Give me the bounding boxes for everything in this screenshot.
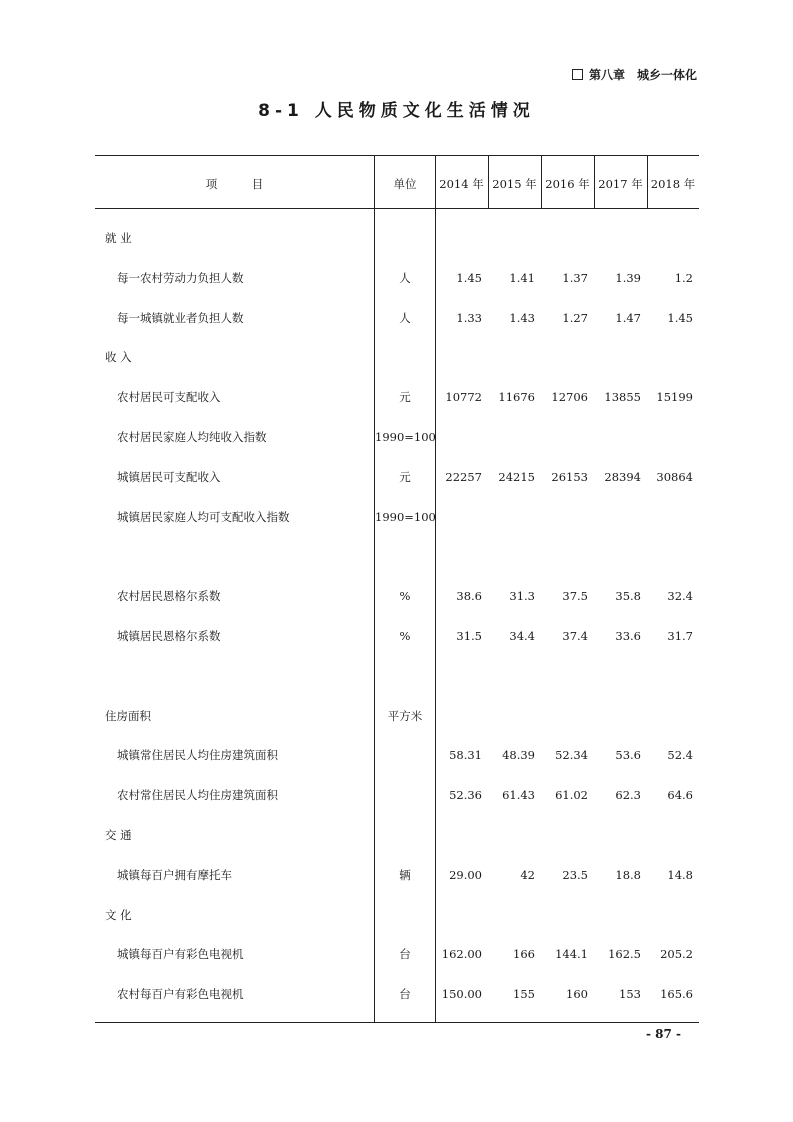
header-year: 2016 年 [545,177,590,191]
row-label: 农村居民恩格尔系数 [117,589,221,603]
value-cell: 1.2 [674,271,693,285]
row-unit: 人 [399,311,411,325]
header-rule [95,208,699,209]
row-unit: % [399,589,411,603]
value-cell: 1.39 [615,271,641,285]
header-year: 2018 年 [650,177,696,191]
value-cell: 52.36 [449,788,482,802]
value-cell: 53.6 [615,748,641,762]
value-cell: 35.8 [615,589,641,603]
bottom-rule [95,1022,699,1023]
section-label: 交 通 [105,828,132,842]
value-cell: 165.6 [660,987,693,1001]
header-item: 项 目 [205,177,264,191]
value-cell: 15199 [656,390,693,404]
value-cell: 24215 [498,470,535,484]
row-label: 城镇常住居民人均住房建筑面积 [117,748,278,762]
value-cell: 10772 [445,390,482,404]
chapter-heading [572,66,697,83]
row-label: 城镇每百户拥有摩托车 [117,868,232,882]
row-label: 每一城镇就业者负担人数 [117,311,244,325]
row-label: 每一农村劳动力负担人数 [117,271,244,285]
square-icon [572,69,583,80]
row-label: 城镇每百户有彩色电视机 [117,947,244,961]
row-label: 农村每百户有彩色电视机 [117,987,244,1001]
value-cell: 155 [513,987,535,1001]
row-label: 农村居民家庭人均纯收入指数 [117,430,267,444]
value-cell: 22257 [445,470,482,484]
value-cell: 13855 [604,390,641,404]
row-unit: 元 [399,470,411,484]
section-label: 住房面积 [105,709,151,723]
row-unit: 平方米 [387,709,423,723]
page-number: - 87 - [645,1027,681,1041]
section-label: 文 化 [105,908,132,922]
value-cell: 31.7 [667,629,693,643]
value-cell: 26153 [551,470,588,484]
value-cell: 153 [619,987,641,1001]
value-cell: 52.34 [555,748,588,762]
value-cell: 144.1 [555,947,588,961]
value-cell: 12706 [551,390,588,404]
value-cell: 37.5 [562,589,588,603]
value-cell: 1.41 [509,271,535,285]
value-cell: 62.3 [615,788,641,802]
row-unit: 台 [399,947,411,961]
value-cell: 37.4 [562,629,588,643]
section-label: 收 入 [105,350,132,364]
value-cell: 1.33 [456,311,482,325]
value-cell: 61.43 [502,788,535,802]
value-cell: 52.4 [667,748,693,762]
value-cell: 33.6 [615,629,641,643]
header-year: 2017 年 [598,177,643,191]
row-label: 农村常住居民人均住房建筑面积 [117,788,278,802]
row-label: 城镇居民家庭人均可支配收入指数 [117,510,290,524]
row-unit: 1990=100 [375,510,436,524]
row-unit: 辆 [399,868,411,882]
value-cell: 1.43 [509,311,535,325]
header-year: 2014 年 [439,177,484,191]
value-cell: 11676 [498,390,535,404]
value-cell: 162.5 [608,947,641,961]
row-label: 农村居民可支配收入 [117,390,221,404]
value-cell: 1.47 [615,311,641,325]
header-year: 2015 年 [492,177,537,191]
value-cell: 28394 [604,470,641,484]
row-unit: 元 [399,390,411,404]
row-unit: 1990=100 [375,430,436,444]
value-cell: 64.6 [667,788,693,802]
value-cell: 58.31 [449,748,482,762]
value-cell: 61.02 [555,788,588,802]
row-unit: % [399,629,411,643]
top-rule [95,155,699,156]
value-cell: 48.39 [502,748,535,762]
value-cell: 18.8 [615,868,641,882]
value-cell: 38.6 [456,589,482,603]
value-cell: 30864 [656,470,693,484]
table-title: 8-1 人民物质文化生活情况 [258,101,535,121]
value-cell: 160 [566,987,588,1001]
value-cell: 162.00 [441,947,482,961]
value-cell: 1.45 [667,311,693,325]
row-label: 城镇居民可支配收入 [117,470,221,484]
value-cell: 29.00 [449,868,482,882]
value-cell: 1.45 [456,271,482,285]
header-unit: 单位 [393,177,417,191]
value-cell: 31.5 [456,629,482,643]
value-cell: 31.3 [509,589,535,603]
chapter-label: 第八章 城乡一体化 [588,68,697,82]
row-label: 城镇居民恩格尔系数 [117,629,221,643]
row-unit: 台 [399,987,411,1001]
value-cell: 32.4 [667,589,693,603]
value-cell: 166 [513,947,535,961]
value-cell: 14.8 [667,868,693,882]
value-cell: 205.2 [660,947,693,961]
value-cell: 1.37 [562,271,588,285]
value-cell: 150.00 [441,987,482,1001]
value-cell: 1.27 [562,311,588,325]
value-cell: 23.5 [562,868,588,882]
section-label: 就 业 [105,231,132,245]
value-cell: 42 [520,868,535,882]
row-unit: 人 [399,271,411,285]
value-cell: 34.4 [509,629,535,643]
